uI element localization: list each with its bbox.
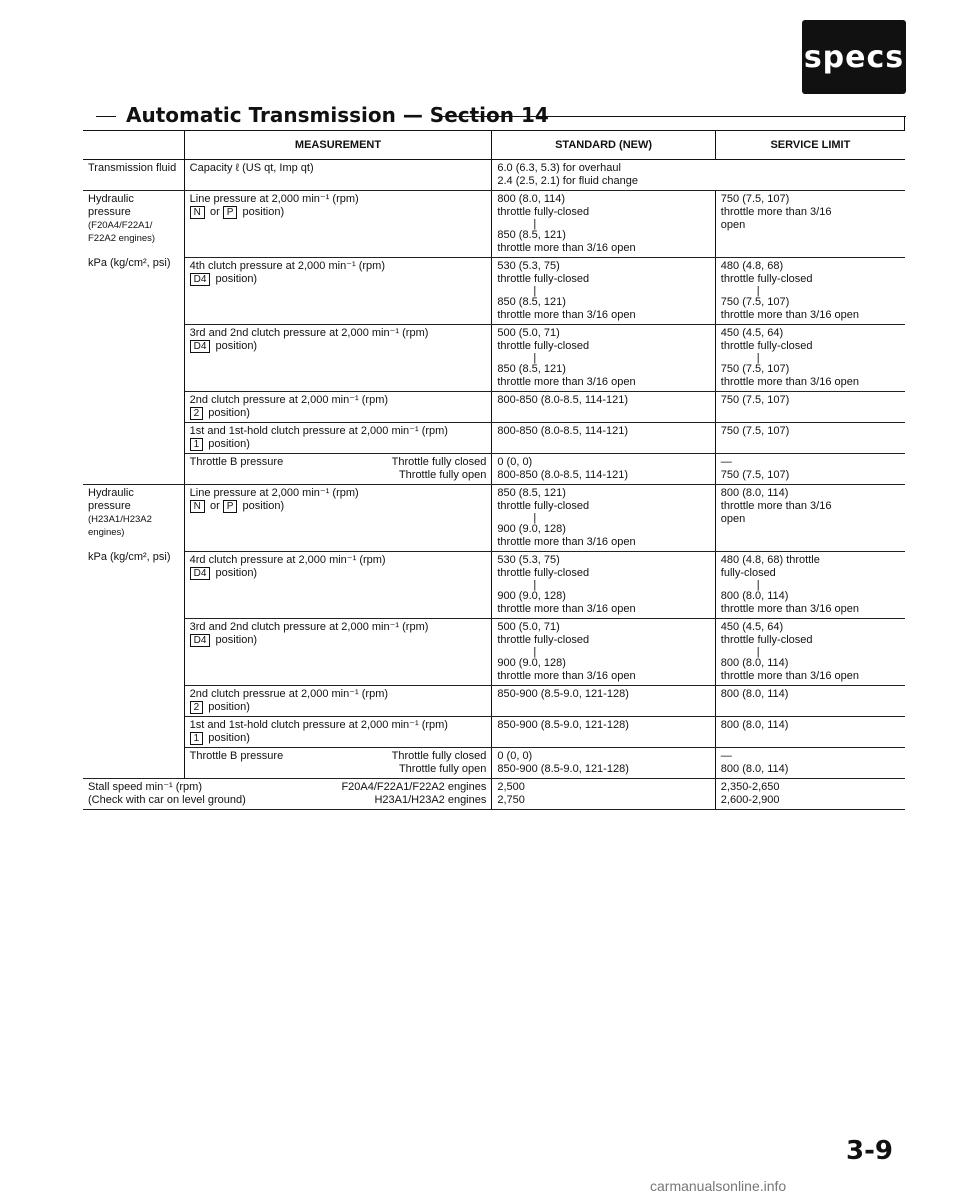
- position-text: position): [208, 438, 250, 450]
- limit-cell: 750 (7.5, 107): [715, 392, 905, 423]
- key-2: 2: [190, 701, 204, 714]
- limit-condition-1b: open: [720, 513, 746, 525]
- limit-condition-2: throttle more than 3/16 open: [720, 603, 859, 615]
- standard-value-1: 530 (5.3, 75): [497, 260, 560, 272]
- measurement-text: 4th clutch pressure at 2,000 min⁻¹ (rpm): [189, 260, 385, 272]
- standard-condition-2: throttle more than 3/16 open: [497, 242, 636, 254]
- stall-label: Stall speed min⁻¹ (rpm): [88, 781, 203, 793]
- header-blank: [83, 131, 184, 160]
- group-a-label-units: kPa (kg/cm², psi): [88, 257, 171, 269]
- position-text: position): [208, 701, 250, 713]
- table-row: [83, 619, 905, 686]
- key-1: 1: [190, 732, 204, 745]
- specs-badge: specs: [802, 20, 906, 94]
- group-b-label-units: kPa (kg/cm², psi): [88, 551, 171, 563]
- limit-cell: [715, 748, 905, 779]
- standard-value-1: 500 (5.0, 71): [497, 621, 560, 633]
- measurement-text: 3rd and 2nd clutch pressure at 2,000 min⁻¹ (rpm): [189, 621, 429, 633]
- table-row: [83, 258, 905, 325]
- standard-condition-1: throttle fully-closed: [497, 206, 590, 218]
- standard-value-2: 850 (8.5, 121): [497, 229, 566, 241]
- section-title: Automatic Transmission — Section 14: [118, 100, 557, 130]
- limit-value-1: 750 (7.5, 107): [720, 193, 790, 205]
- standard-cell: [492, 619, 715, 686]
- table-row: [83, 686, 905, 717]
- measurement-cell: [184, 392, 492, 423]
- specifications-table: [83, 130, 905, 810]
- measurement-text: 4rd clutch pressure at 2,000 min⁻¹ (rpm): [189, 554, 386, 566]
- stall-measurement: [83, 779, 492, 810]
- standard-cell: [492, 748, 715, 779]
- range-bar-icon: |: [533, 579, 537, 591]
- table-row: [83, 552, 905, 619]
- stall-limit-2: 2,600-2,900: [720, 794, 780, 806]
- fluid-standard-overhaul: 6.0 (6.3, 5.3) for overhaul: [497, 162, 621, 174]
- limit-cell: 750 (7.5, 107): [715, 423, 905, 454]
- throttle-b-label: Throttle B pressure: [189, 750, 284, 762]
- fluid-standard-change: 2.4 (2.5, 2.1) for fluid change: [497, 175, 639, 187]
- header-measurement: MEASUREMENT: [184, 131, 492, 160]
- table-row: [83, 191, 905, 258]
- key-d4: D4: [190, 634, 211, 647]
- limit-cell: 800 (8.0, 114): [715, 717, 905, 748]
- fluid-measurement: Capacity ℓ (US qt, Imp qt): [184, 160, 492, 191]
- key-or-text: or: [209, 206, 220, 218]
- limit-value-1: 450 (4.5, 64): [720, 327, 784, 339]
- key-d4: D4: [190, 340, 211, 353]
- limit-value-1: 450 (4.5, 64): [720, 621, 784, 633]
- stall-engines-2: H23A1/H23A2 engines: [374, 794, 487, 806]
- throttle-open-label: Throttle fully open: [398, 763, 487, 775]
- standard-value-1: 500 (5.0, 71): [497, 327, 560, 339]
- limit-cell: [715, 191, 905, 258]
- range-bar-icon: |: [756, 352, 760, 364]
- page-number: 3-9: [846, 1136, 893, 1166]
- throttle-closed-label: Throttle fully closed: [391, 456, 487, 468]
- standard-value-1: 850 (8.5, 121): [497, 487, 566, 499]
- standard-value-2: 900 (9.0, 128): [497, 657, 566, 669]
- standard-value-1: 530 (5.3, 75): [497, 554, 560, 566]
- limit-cell: [715, 258, 905, 325]
- table-row-fluid: [83, 160, 905, 191]
- limit-cell: [715, 552, 905, 619]
- stall-limit: [715, 779, 905, 810]
- measurement-cell: [184, 619, 492, 686]
- measurement-cell: [184, 748, 492, 779]
- range-bar-icon: |: [533, 512, 537, 524]
- title-rule-right: [440, 116, 906, 117]
- position-text: position): [242, 500, 285, 512]
- position-text: position): [208, 732, 250, 744]
- group-b-label: [83, 485, 184, 779]
- table-row-throttle-b: [83, 748, 905, 779]
- fluid-standard: [492, 160, 905, 191]
- limit-value-2: 800 (8.0, 114): [720, 763, 789, 775]
- throttle-b-label: Throttle B pressure: [189, 456, 284, 468]
- table-row: [83, 485, 905, 552]
- standard-condition-2: throttle more than 3/16 open: [497, 603, 636, 615]
- standard-condition-2: throttle more than 3/16 open: [497, 670, 636, 682]
- standard-value-2: 900 (9.0, 128): [497, 523, 566, 535]
- measurement-cell: [184, 423, 492, 454]
- header-standard: STANDARD (NEW): [492, 131, 715, 160]
- range-bar-icon: |: [533, 218, 537, 230]
- measurement-cell: [184, 552, 492, 619]
- limit-condition-2: throttle more than 3/16 open: [720, 309, 859, 321]
- key-n: N: [190, 500, 205, 513]
- table-row: [83, 325, 905, 392]
- position-text: position): [208, 407, 250, 419]
- range-bar-icon: |: [533, 646, 537, 658]
- limit-cell: [715, 619, 905, 686]
- key-or-text: or: [209, 500, 220, 512]
- standard-value-1: 800 (8.0, 114): [497, 193, 566, 205]
- key-1: 1: [190, 438, 204, 451]
- measurement-cell: [184, 454, 492, 485]
- footer-watermark: carmanualsonline.info: [650, 1178, 787, 1194]
- limit-cell: [715, 454, 905, 485]
- stall-standard-1: 2,500: [497, 781, 525, 793]
- limit-condition-1: throttle fully-closed: [720, 634, 813, 646]
- key-p: P: [223, 206, 238, 219]
- stall-standard: [492, 779, 715, 810]
- measurement-text: Line pressure at 2,000 min⁻¹ (rpm): [189, 193, 359, 205]
- measurement-cell: [184, 258, 492, 325]
- standard-condition-1: throttle fully-closed: [497, 634, 590, 646]
- key-d4: D4: [190, 567, 211, 580]
- position-text: position): [215, 340, 258, 352]
- standard-value-2: 900 (9.0, 128): [497, 590, 566, 602]
- throttle-open-label: Throttle fully open: [398, 469, 487, 481]
- key-p: P: [223, 500, 238, 513]
- standard-cell: [492, 258, 715, 325]
- standard-value-2: 800-850 (8.0-8.5, 114-121): [497, 469, 629, 481]
- measurement-cell: [184, 717, 492, 748]
- limit-condition-2: throttle more than 3/16 open: [720, 376, 859, 388]
- standard-cell: [492, 454, 715, 485]
- standard-value-2: 850 (8.5, 121): [497, 363, 566, 375]
- limit-value-2: 800 (8.0, 114): [720, 657, 789, 669]
- limit-condition-2: throttle more than 3/16 open: [720, 670, 859, 682]
- standard-cell: 850-900 (8.5-9.0, 121-128): [492, 686, 715, 717]
- title-rule-corner: [904, 116, 905, 130]
- limit-condition-1: throttle more than 3/16: [720, 500, 832, 512]
- measurement-text: 1st and 1st-hold clutch pressure at 2,000 min⁻¹ (rpm): [189, 425, 448, 437]
- limit-condition-1b: open: [720, 219, 746, 231]
- table-row: [83, 392, 905, 423]
- limit-value-2: 750 (7.5, 107): [720, 469, 790, 481]
- table-row-stall: [83, 779, 905, 810]
- limit-condition-1: fully-closed: [720, 567, 776, 579]
- limit-value-1: 480 (4.8, 68): [720, 260, 784, 272]
- measurement-text: Line pressure at 2,000 min⁻¹ (rpm): [189, 487, 359, 499]
- standard-cell: 850-900 (8.5-9.0, 121-128): [492, 717, 715, 748]
- stall-standard-2: 2,750: [497, 794, 525, 806]
- standard-condition-1: throttle fully-closed: [497, 273, 590, 285]
- range-bar-icon: |: [533, 352, 537, 364]
- range-bar-icon: |: [756, 285, 760, 297]
- table-header-row: [83, 131, 905, 160]
- limit-condition-1: throttle fully-closed: [720, 273, 813, 285]
- limit-value-2: 750 (7.5, 107): [720, 296, 790, 308]
- position-text: position): [215, 273, 258, 285]
- standard-value-2: 850-900 (8.5-9.0, 121-128): [497, 763, 629, 775]
- standard-cell: [492, 552, 715, 619]
- position-text: position): [242, 206, 285, 218]
- limit-condition-1: throttle more than 3/16: [720, 206, 832, 218]
- limit-value-1: —: [720, 456, 732, 468]
- key-d4: D4: [190, 273, 211, 286]
- limit-cell: [715, 485, 905, 552]
- stall-engines-1: F20A4/F22A1/F22A2 engines: [341, 781, 487, 793]
- range-bar-icon: |: [756, 646, 760, 658]
- standard-value-1: 0 (0, 0): [497, 456, 533, 468]
- standard-cell: [492, 191, 715, 258]
- standard-value-1: 0 (0, 0): [497, 750, 533, 762]
- group-b-label-engines: (H23A1/H23A2 engines): [88, 514, 152, 538]
- fluid-label: Transmission fluid: [83, 160, 184, 191]
- measurement-text: 1st and 1st-hold clutch pressure at 2,000 min⁻¹ (rpm): [189, 719, 448, 731]
- standard-cell: [492, 485, 715, 552]
- group-a-label-engines: (F20A4/F22A1/ F22A2 engines): [88, 220, 156, 244]
- standard-value-2: 850 (8.5, 121): [497, 296, 566, 308]
- limit-value-1: —: [720, 750, 732, 762]
- standard-condition-1: throttle fully-closed: [497, 340, 590, 352]
- key-2: 2: [190, 407, 204, 420]
- measurement-cell: [184, 325, 492, 392]
- limit-value-1: 800 (8.0, 114): [720, 487, 789, 499]
- table-row-throttle-b: [83, 454, 905, 485]
- measurement-text: 2nd clutch pressure at 2,000 min⁻¹ (rpm): [189, 394, 389, 406]
- table-row: [83, 423, 905, 454]
- standard-cell: [492, 325, 715, 392]
- standard-cell: 800-850 (8.0-8.5, 114-121): [492, 423, 715, 454]
- position-text: position): [215, 634, 258, 646]
- group-a-label-title: Hydraulic pressure: [88, 193, 134, 218]
- table-row: [83, 717, 905, 748]
- standard-condition-1: throttle fully-closed: [497, 500, 590, 512]
- standard-condition-2: throttle more than 3/16 open: [497, 536, 636, 548]
- stall-note: (Check with car on level ground): [88, 794, 246, 806]
- measurement-cell: [184, 485, 492, 552]
- group-a-label: [83, 191, 184, 485]
- position-text: position): [215, 567, 258, 579]
- standard-cell: 800-850 (8.0-8.5, 114-121): [492, 392, 715, 423]
- range-bar-icon: |: [533, 285, 537, 297]
- key-n: N: [190, 206, 205, 219]
- header-service-limit: SERVICE LIMIT: [715, 131, 905, 160]
- measurement-text: 3rd and 2nd clutch pressure at 2,000 min⁻¹ (rpm): [189, 327, 429, 339]
- standard-condition-2: throttle more than 3/16 open: [497, 309, 636, 321]
- standard-condition-1: throttle fully-closed: [497, 567, 590, 579]
- standard-condition-2: throttle more than 3/16 open: [497, 376, 636, 388]
- limit-value-2: 750 (7.5, 107): [720, 363, 790, 375]
- limit-condition-1: throttle fully-closed: [720, 340, 813, 352]
- limit-cell: 800 (8.0, 114): [715, 686, 905, 717]
- limit-cell: [715, 325, 905, 392]
- throttle-closed-label: Throttle fully closed: [391, 750, 487, 762]
- group-b-label-title: Hydraulic pressure: [88, 487, 134, 512]
- limit-value-1: 480 (4.8, 68) throttle: [720, 554, 820, 566]
- stall-limit-1: 2,350-2,650: [720, 781, 780, 793]
- limit-value-2: 800 (8.0, 114): [720, 590, 789, 602]
- range-bar-icon: |: [756, 579, 760, 591]
- measurement-cell: [184, 191, 492, 258]
- title-rule-left: [96, 116, 116, 117]
- measurement-text: 2nd clutch pressrue at 2,000 min⁻¹ (rpm): [189, 688, 389, 700]
- measurement-cell: [184, 686, 492, 717]
